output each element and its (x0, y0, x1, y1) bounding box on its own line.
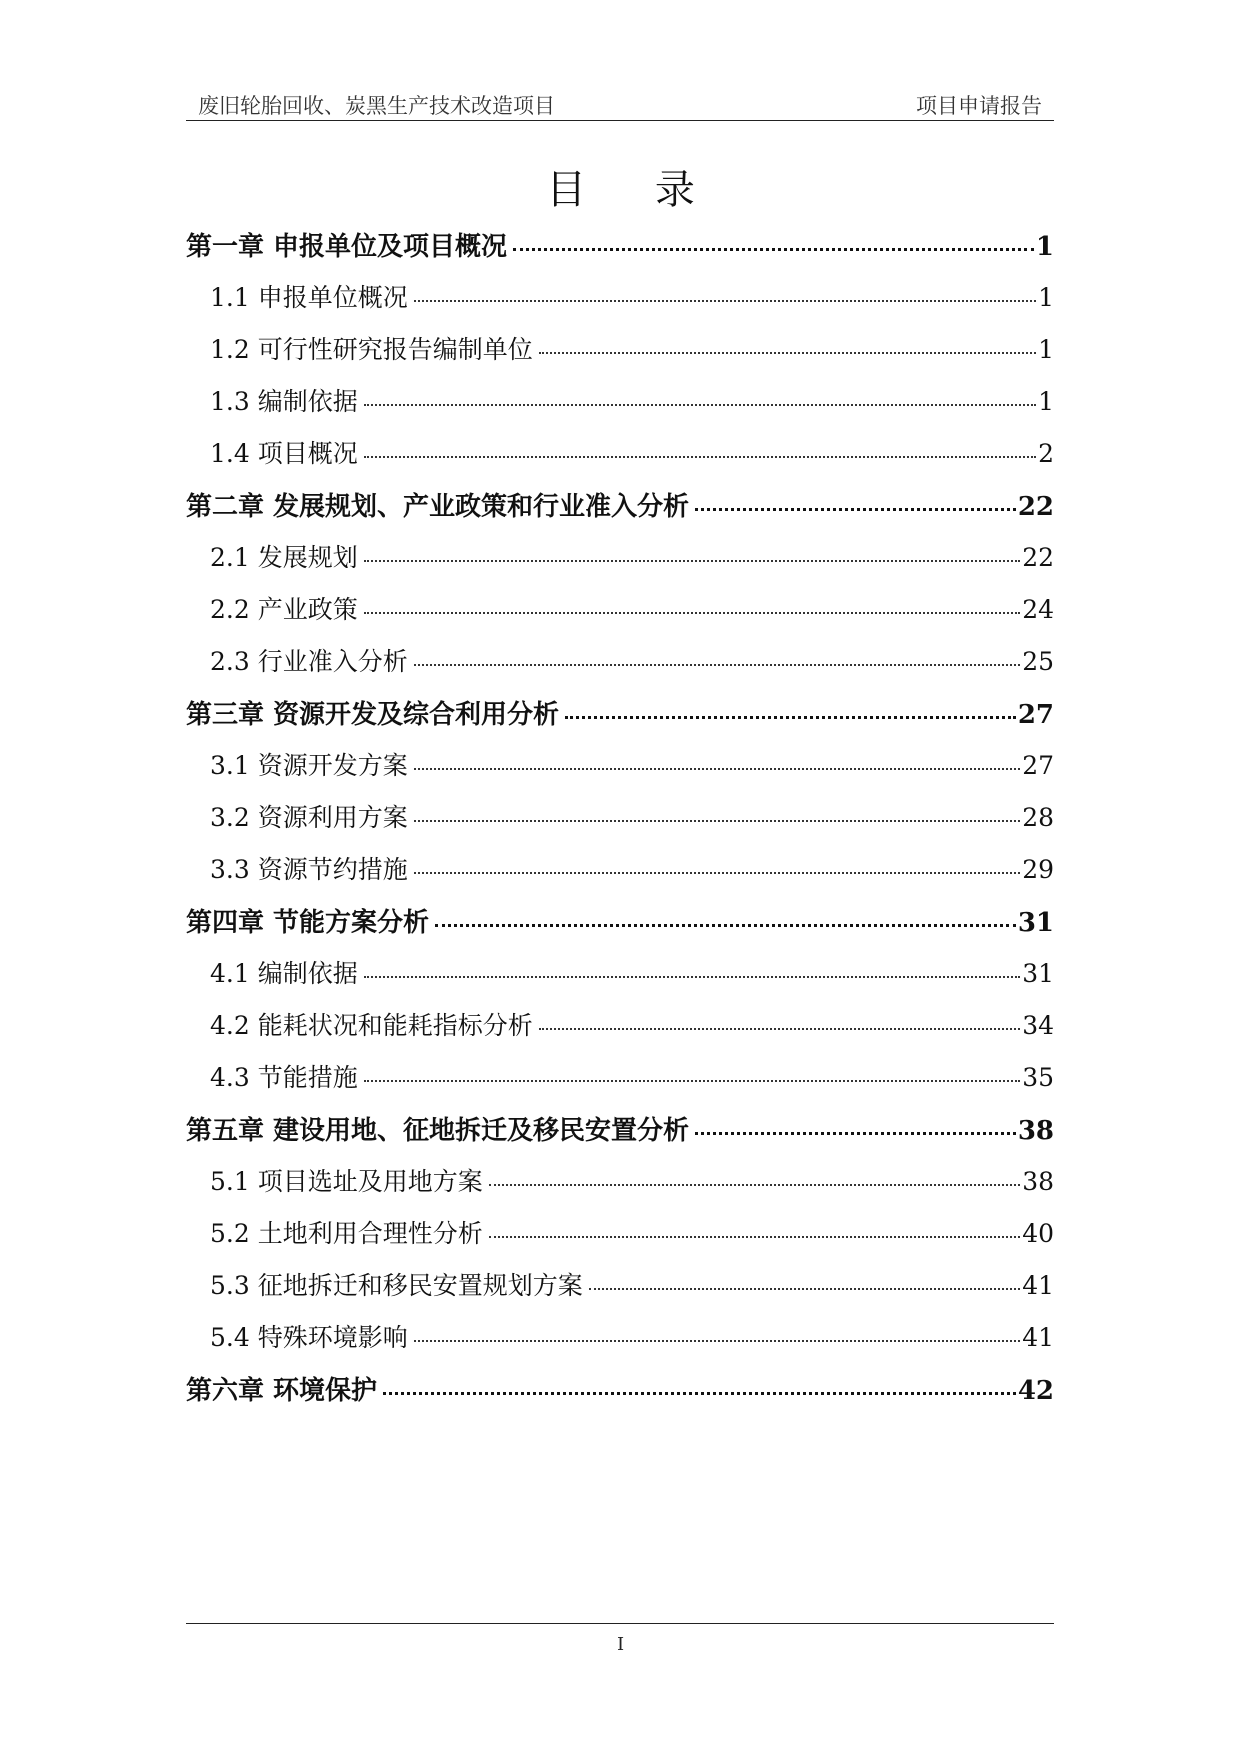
toc-entry-page: 22 (1017, 492, 1054, 522)
toc-entry-page: 1 (1038, 387, 1054, 416)
toc-entry-label: 3.3 资源节约措施 (210, 855, 408, 884)
toc-entry-label: 4.1 编制依据 (210, 959, 358, 988)
toc-entry-label: 5.1 项目选址及用地方案 (210, 1167, 483, 1196)
toc-entry-label: 第二章 发展规划、产业政策和行业准入分析 (186, 492, 690, 522)
toc-entry-page: 24 (1022, 595, 1054, 624)
toc-entry-label: 2.1 发展规划 (210, 543, 358, 572)
toc-entry-label: 2.3 行业准入分析 (210, 647, 408, 676)
toc-entry-section[interactable] (210, 1318, 1054, 1358)
toc-entry-page: 29 (1022, 855, 1054, 884)
toc-entry-section[interactable] (210, 798, 1054, 838)
dot-leader (695, 507, 1016, 511)
page-header (186, 86, 1054, 121)
dot-leader (364, 559, 1020, 562)
toc-entry-label: 1.3 编制依据 (210, 387, 358, 416)
toc-entry-chapter[interactable] (186, 1370, 1054, 1410)
dot-leader (364, 975, 1020, 978)
project-title: 废旧轮胎回收、炭黑生产技术改造项目 (198, 94, 555, 118)
dot-leader (364, 455, 1036, 458)
toc-entry-page: 35 (1022, 1063, 1054, 1092)
toc-entry-section[interactable] (210, 278, 1054, 318)
toc-entry-page: 40 (1022, 1219, 1054, 1248)
toc-entry-label: 第五章 建设用地、征地拆迁及移民安置分析 (186, 1116, 690, 1146)
toc-entry-page: 1 (1038, 335, 1054, 364)
toc-entry-chapter[interactable] (186, 1110, 1054, 1150)
toc-entry-section[interactable] (210, 746, 1054, 786)
toc-entry-label: 5.3 征地拆迁和移民安置规划方案 (210, 1271, 583, 1300)
toc-entry-label: 第四章 节能方案分析 (186, 908, 430, 938)
toc-entry-section[interactable] (210, 954, 1054, 994)
dot-leader (539, 351, 1036, 354)
toc-entry-label: 4.2 能耗状况和能耗指标分析 (210, 1011, 533, 1040)
toc-entry-section[interactable] (210, 1214, 1054, 1254)
report-type: 项目申请报告 (916, 94, 1042, 118)
toc-entry-page: 1 (1038, 283, 1054, 312)
toc-entry-section[interactable] (210, 434, 1054, 474)
toc-entry-page: 41 (1022, 1323, 1054, 1352)
toc-entry-section[interactable] (210, 850, 1054, 890)
toc-entry-page: 38 (1017, 1116, 1054, 1146)
toc-entry-section[interactable] (210, 1162, 1054, 1202)
toc-entry-page: 27 (1022, 751, 1054, 780)
toc-entry-label: 2.2 产业政策 (210, 595, 358, 624)
toc-entry-section[interactable] (210, 382, 1054, 422)
toc-entry-page: 41 (1022, 1271, 1054, 1300)
page-number: I (616, 1634, 625, 1655)
dot-leader (489, 1183, 1020, 1186)
dot-leader (364, 1079, 1020, 1082)
toc-entry-label: 第六章 环境保护 (186, 1376, 378, 1406)
dot-leader (414, 299, 1036, 302)
dot-leader (435, 923, 1016, 927)
dot-leader (414, 663, 1020, 666)
toc-entry-label: 5.4 特殊环境影响 (210, 1323, 408, 1352)
toc-entry-page: 27 (1017, 700, 1054, 730)
toc-entry-label: 3.1 资源开发方案 (210, 751, 408, 780)
dot-leader (589, 1287, 1020, 1290)
dot-leader (539, 1027, 1020, 1030)
dot-leader (414, 767, 1020, 770)
dot-leader (513, 247, 1034, 251)
toc-entry-label: 1.4 项目概况 (210, 439, 358, 468)
toc-entry-chapter[interactable] (186, 694, 1054, 734)
toc-entry-section[interactable] (210, 330, 1054, 370)
toc-entry-page: 38 (1022, 1167, 1054, 1196)
toc-entry-page: 42 (1017, 1376, 1054, 1406)
toc-entry-label: 1.1 申报单位概况 (210, 283, 408, 312)
toc-entry-page: 22 (1022, 543, 1054, 572)
toc-entry-page: 34 (1022, 1011, 1054, 1040)
dot-leader (414, 1339, 1020, 1342)
toc-entry-section[interactable] (210, 1058, 1054, 1098)
toc-entry-page: 31 (1017, 908, 1054, 938)
footer-divider (186, 1623, 1054, 1624)
toc-entry-section[interactable] (210, 642, 1054, 682)
toc-entry-page: 1 (1035, 232, 1054, 262)
toc-entry-label: 第三章 资源开发及综合利用分析 (186, 700, 560, 730)
dot-leader (364, 403, 1036, 406)
toc-entry-page: 28 (1022, 803, 1054, 832)
dot-leader (565, 715, 1016, 719)
toc-entry-chapter[interactable] (186, 226, 1054, 266)
dot-leader (414, 819, 1020, 822)
toc-entry-label: 第一章 申报单位及项目概况 (186, 232, 508, 262)
toc-title: 目 录 (546, 167, 723, 213)
dot-leader (364, 611, 1020, 614)
toc-entry-section[interactable] (210, 590, 1054, 630)
dot-leader (414, 871, 1020, 874)
dot-leader (489, 1235, 1020, 1238)
toc-entry-page: 25 (1022, 647, 1054, 676)
dot-leader (383, 1391, 1016, 1395)
toc-entry-label: 5.2 土地利用合理性分析 (210, 1219, 483, 1248)
toc-entry-chapter[interactable] (186, 902, 1054, 942)
toc-entry-page: 2 (1038, 439, 1054, 468)
toc-entry-section[interactable] (210, 1266, 1054, 1306)
toc-entry-label: 4.3 节能措施 (210, 1063, 358, 1092)
toc-entry-label: 3.2 资源利用方案 (210, 803, 408, 832)
toc-entry-section[interactable] (210, 538, 1054, 578)
dot-leader (695, 1131, 1016, 1135)
toc-entry-chapter[interactable] (186, 486, 1054, 526)
toc-entry-section[interactable] (210, 1006, 1054, 1046)
toc-entry-page: 31 (1022, 959, 1054, 988)
toc-entry-label: 1.2 可行性研究报告编制单位 (210, 335, 533, 364)
